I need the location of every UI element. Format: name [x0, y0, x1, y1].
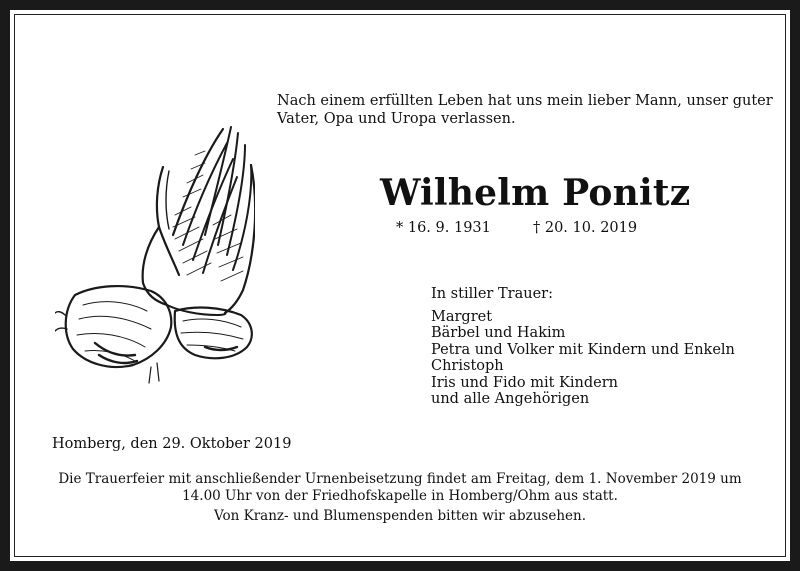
ceremony-info: Die Trauerfeier mit anschließender Urnenbeisetzung findet am Freitag, dem 1. November 2019 um 14.00 Uhr von der Friedhofskapelle in Homberg/Ohm aus statt. — [58, 471, 742, 504]
mourners-heading: In stiller Trauer: — [431, 286, 553, 302]
praying-hands-icon — [55, 115, 255, 385]
birth-date: * 16. 9. 1931 — [396, 220, 491, 236]
flowers-note: Von Kranz- und Blumenspenden bitten wir abzusehen. — [214, 508, 586, 524]
list-item: Christoph — [431, 358, 504, 374]
list-item: und alle Angehörigen — [431, 391, 590, 407]
deceased-name: Wilhelm Ponitz — [380, 172, 691, 214]
death-date: † 20. 10. 2019 — [533, 220, 638, 236]
mourners-list — [431, 309, 735, 408]
mourners-block — [431, 286, 735, 408]
intro-text: Nach einem erfüllten Leben hat uns mein lieber Mann, unser guter Vater, Opa und Uropa verlassen. — [277, 93, 773, 127]
obituary-card — [10, 10, 790, 561]
list-item: Margret — [431, 308, 493, 325]
list-item: Petra und Volker mit Kindern und Enkeln — [431, 341, 735, 358]
place-date: Homberg, den 29. Oktober 2019 — [52, 436, 292, 452]
list-item: Iris und Fido mit Kindern — [431, 374, 618, 391]
list-item: Bärbel und Hakim — [431, 325, 566, 341]
